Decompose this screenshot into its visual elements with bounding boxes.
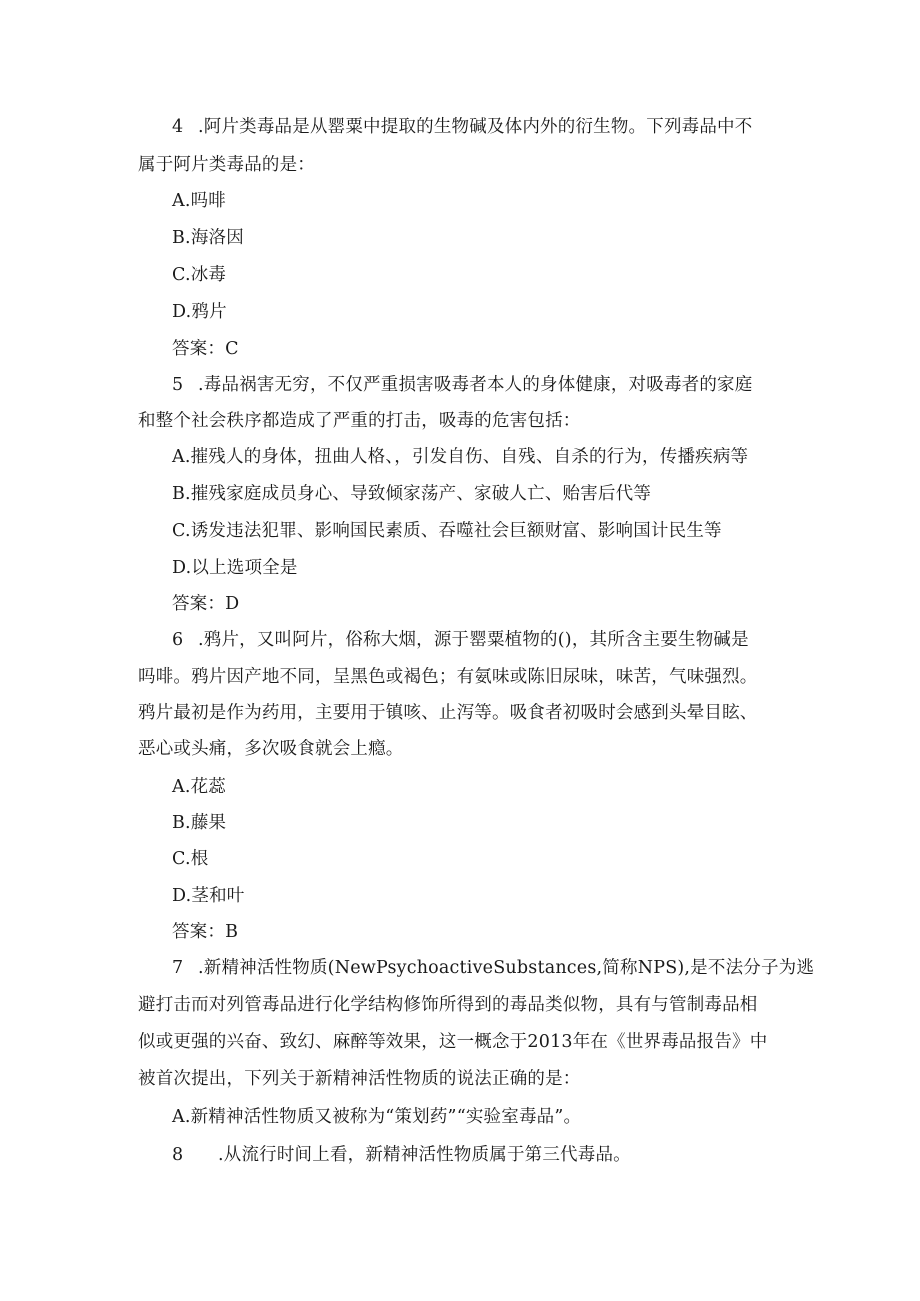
question-4-line-1 xyxy=(172,115,752,139)
question-6-line-2: 吗啡。鸦片因产地不同，呈黑色或褐色；有氨味或陈旧尿味，味苦，气味强烈。 xyxy=(138,667,758,687)
answer: 答案：B xyxy=(172,922,239,942)
option-d: D.以上选项全是 xyxy=(172,558,298,578)
question-number: 4 xyxy=(172,117,184,137)
question-text: .毒品祸害无穷，不仅严重损害吸毒者本人的身体健康，对吸毒者的家庭 xyxy=(198,375,753,395)
option-d: D.鸦片 xyxy=(172,302,227,322)
option-a: A.新精神活性物质又被称为“策划药”“实验室毒品”。 xyxy=(172,1107,582,1127)
option-b: B.藤果 xyxy=(172,813,227,833)
answer: 答案：D xyxy=(172,594,240,614)
question-text: .阿片类毒品是从罂粟中提取的生物碱及体内外的衍生物。下列毒品中不 xyxy=(198,117,753,137)
question-text: .新精神活性物质(NewPsychoactiveSubstances,简称NPS),是不法分子为逃 xyxy=(198,958,815,978)
option-b: B.海洛因 xyxy=(172,228,244,248)
question-5-line-2: 和整个社会秩序都造成了严重的打击，吸毒的危害包括： xyxy=(138,411,581,431)
question-text: .鸦片，又叫阿片，俗称大烟，源于罂粟植物的()，其所含主要生物碱是 xyxy=(198,630,749,650)
question-8-line-1 xyxy=(172,1143,631,1167)
question-6-line-3: 鸦片最初是作为药用，主要用于镇咳、止泻等。吸食者初吸时会感到头晕目眩、 xyxy=(138,703,758,723)
question-6-line-1 xyxy=(172,628,749,652)
question-6-line-4: 恶心或头痛，多次吸食就会上瘾。 xyxy=(138,739,404,759)
option-a: A.花蕊 xyxy=(172,777,227,797)
question-number: 5 xyxy=(172,375,184,395)
option-d: D.茎和叶 xyxy=(172,886,245,906)
option-c: C.冰毒 xyxy=(172,265,227,285)
question-number: 7 xyxy=(172,958,184,978)
question-number: 8 xyxy=(172,1145,184,1165)
question-4-line-2: 属于阿片类毒品的是： xyxy=(138,155,315,175)
option-c: C.根 xyxy=(172,849,209,869)
question-text: .从流行时间上看，新精神活性物质属于第三代毒品。 xyxy=(218,1145,631,1165)
option-a: A.吗啡 xyxy=(172,191,227,211)
question-7-line-2: 避打击而对列管毒品进行化学结构修饰所得到的毒品类似物，具有与管制毒品相 xyxy=(138,995,758,1015)
question-number: 6 xyxy=(172,630,184,650)
question-7-line-1 xyxy=(172,956,814,980)
option-a: A.摧残人的身体，扭曲人格、，引发自伤、自残、自杀的行为，传播疾病等 xyxy=(172,447,749,467)
question-7-line-3: 似或更强的兴奋、致幻、麻醉等效果，这一概念于2013年在《世界毒品报告》中 xyxy=(138,1032,768,1052)
question-5-line-1 xyxy=(172,373,752,397)
question-7-line-4: 被首次提出，下列关于新精神活性物质的说法正确的是： xyxy=(138,1069,581,1089)
answer: 答案：C xyxy=(172,339,239,359)
option-b: B.摧残家庭成员身心、导致倾家荡产、家破人亡、贻害后代等 xyxy=(172,484,652,504)
option-c: C.诱发违法犯罪、影响国民素质、吞噬社会巨额财富、影响国计民生等 xyxy=(172,521,722,541)
